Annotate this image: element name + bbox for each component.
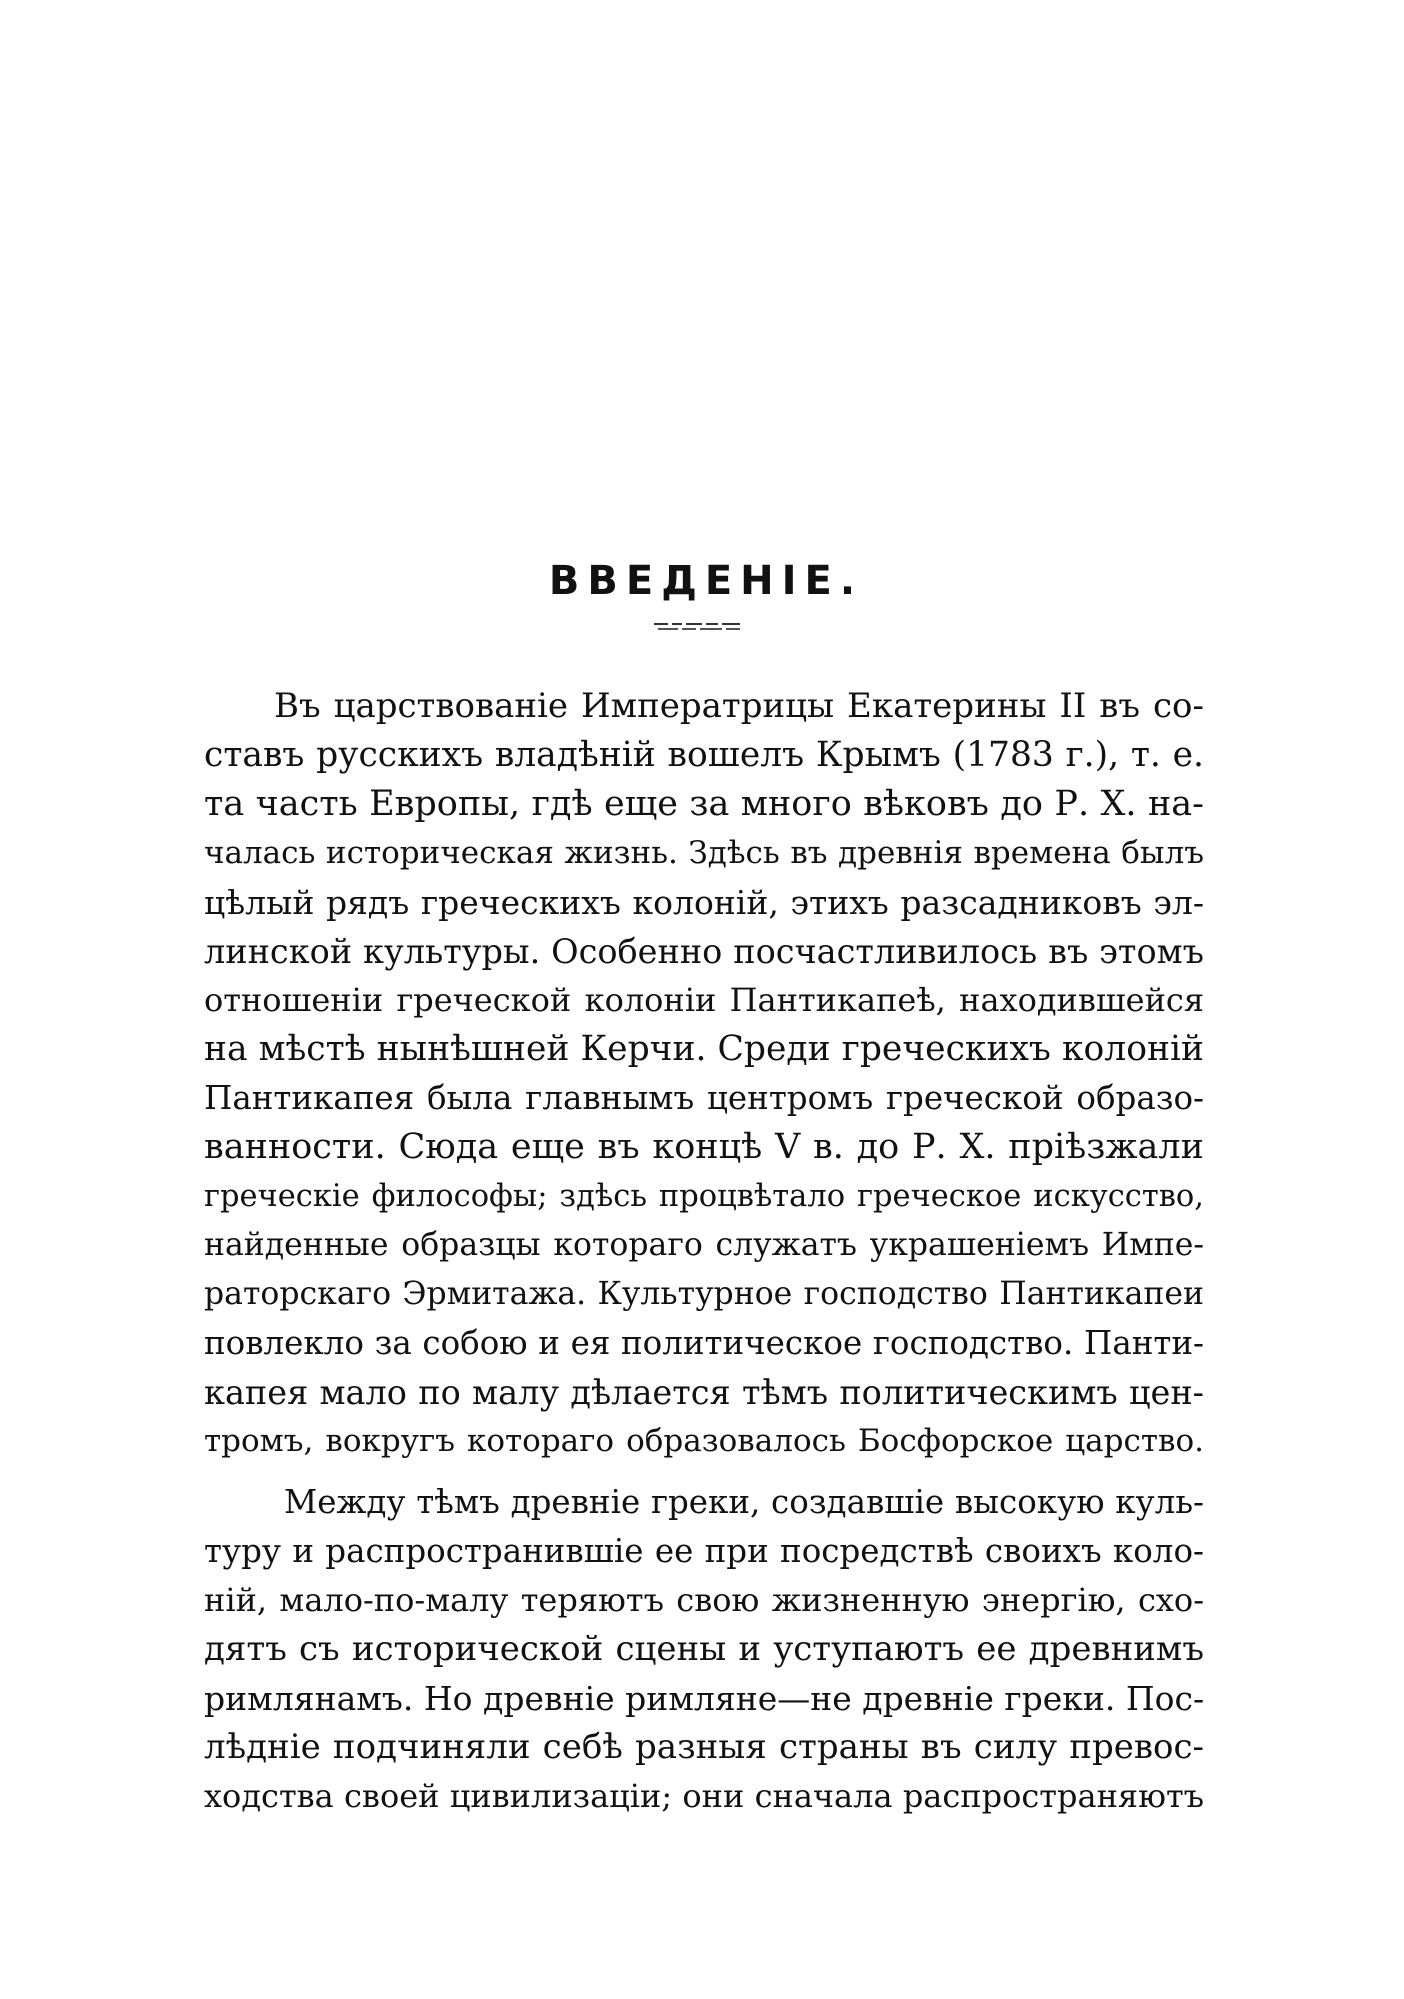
text-line: тромъ, вокругъ котораго образовалось Босфорское царство. <box>204 1423 1204 1459</box>
text-line: Пантикапея была главнымъ центромъ греческой образо- <box>204 1079 1204 1117</box>
text-line: лѣдніе подчиняли себѣ разныя страны въ силу превос- <box>204 1727 1204 1767</box>
text-line: ній, мало-по-малу теряютъ свою жизненную энергію, схо- <box>204 1581 1204 1619</box>
text-line: Между тѣмъ древніе греки, создавшіе высокую куль- <box>284 1483 1204 1521</box>
text-line: та часть Европы, гдѣ еще за много вѣковъ до Р. X. на- <box>204 784 1204 824</box>
text-line: отношеніи греческой колоніи Пантикапеѣ, находившейся <box>204 981 1204 1019</box>
text-line: повлекло за собою и ея политическое господство. Панти- <box>204 1324 1204 1362</box>
text-line: ставъ русскихъ владѣній вошелъ Крымъ (1783 г.), т. е. <box>204 735 1204 775</box>
text-line: на мѣстѣ нынѣшней Керчи. Среди греческихъ колоній <box>204 1029 1204 1069</box>
text-line: найденные образцы котораго служатъ украшеніемъ Импе- <box>204 1227 1204 1263</box>
text-line: греческіе философы; здѣсь процвѣтало греческое искусство, <box>204 1179 1204 1214</box>
text-line: цѣлый рядъ греческихъ колоній, этихъ разсадниковъ эл- <box>204 883 1204 922</box>
text-line: римлянамъ. Но древніе римляне—не древніе греки. Пос- <box>204 1679 1205 1718</box>
text-line: чалась историческая жизнь. Здѣсь въ древнія времена былъ <box>204 835 1204 871</box>
text-line: ванности. Сюда еще въ концѣ V в. до Р. X. пріѣзжали <box>204 1127 1204 1167</box>
title-ornament <box>654 623 744 631</box>
text-line: раторскаго Эрмитажа. Культурное господство Пантикапеи <box>204 1276 1204 1312</box>
text-line: дятъ съ исторической сцены и уступаютъ ее древнимъ <box>204 1629 1204 1669</box>
text-line: Въ царствованіе Императрицы Екатерины II въ со- <box>274 686 1204 726</box>
text-line: ходства своей цивилизаціи; они сначала распространяютъ <box>204 1777 1204 1815</box>
text-line: линской культуры. Особенно посчастливилось въ этомъ <box>204 932 1204 971</box>
chapter-title: ВВЕДЕНІЕ. <box>548 558 864 604</box>
paragraph-1 <box>204 682 1204 1466</box>
text-line: туру и распространившіе ее при посредствѣ своихъ коло- <box>204 1532 1204 1570</box>
paragraph-2 <box>204 1478 1204 1821</box>
text-line: капея мало по малу дѣлается тѣмъ политическимъ цен- <box>204 1373 1204 1412</box>
